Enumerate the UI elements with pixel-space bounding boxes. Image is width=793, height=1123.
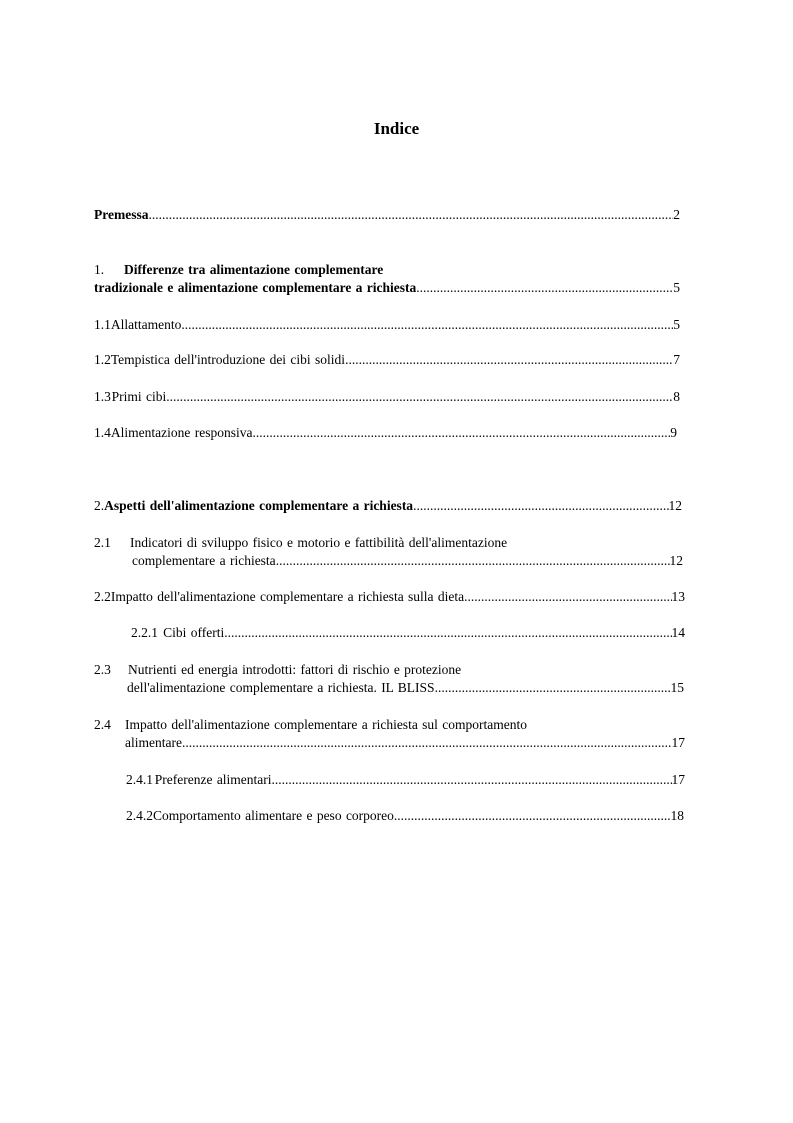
toc-leader-dots — [181, 317, 673, 333]
toc-label: Comportamento alimentare e peso corporeo — [153, 808, 394, 823]
toc-entry-premessa[interactable] — [94, 207, 680, 223]
page-title: Indice — [373, 119, 420, 138]
toc-entry-2-4-2[interactable] — [126, 808, 684, 824]
toc-label: Preferenze alimentari — [154, 772, 272, 787]
toc-page-number: 7 — [673, 352, 680, 367]
toc-label: Tempistica dell'introduzione dei cibi solidi — [110, 352, 346, 367]
toc-label: Differenze tra alimentazione complementare — [124, 262, 384, 277]
toc-label: alimentare — [125, 735, 182, 750]
toc-label: Alimentazione responsiva — [110, 425, 253, 440]
toc-number: 2. — [94, 498, 105, 513]
toc-number: 2.3 — [94, 662, 111, 677]
toc-entry-chapter-2[interactable] — [94, 498, 682, 514]
toc-entry-2-1-line2[interactable] — [132, 553, 683, 569]
toc-number: 2.2.1 — [131, 625, 158, 640]
toc-page-number: 14 — [671, 625, 685, 640]
toc-entry-1-3[interactable] — [94, 389, 680, 405]
toc-page-number: 18 — [670, 808, 684, 823]
toc-entry-2-4-line1[interactable] — [94, 717, 527, 733]
toc-leader-dots — [182, 735, 672, 751]
toc-page-number: 8 — [673, 389, 680, 404]
toc-label: complementare a richiesta — [132, 553, 276, 568]
toc-entry-1-4[interactable] — [94, 425, 677, 441]
toc-page-number: 17 — [671, 735, 685, 750]
toc-page-number: 5 — [673, 280, 680, 295]
toc-label: Primi cibi — [111, 389, 167, 404]
toc-page-number: 13 — [671, 589, 685, 604]
toc-leader-dots — [166, 389, 673, 405]
toc-number: 2.4.1 — [126, 772, 153, 787]
toc-leader-dots — [435, 680, 671, 696]
toc-number: 1.4 — [94, 425, 111, 440]
toc-number: 2.1 — [94, 535, 111, 550]
toc-page-number: 12 — [669, 553, 683, 568]
toc-page-number: 5 — [673, 317, 680, 332]
toc-leader-dots — [413, 498, 668, 514]
toc-leader-dots — [224, 625, 671, 641]
toc-entry-2-2-1[interactable] — [131, 625, 685, 641]
toc-page-number: 9 — [670, 425, 677, 440]
toc-leader-dots — [416, 280, 673, 296]
toc-entry-2-3-line2[interactable] — [127, 680, 684, 696]
toc-page-number: 15 — [670, 680, 684, 695]
toc-label: Premessa — [94, 207, 149, 222]
toc-leader-dots — [464, 589, 671, 605]
toc-entry-chapter-1-line1[interactable] — [94, 262, 383, 278]
toc-label: Impatto dell'alimentazione complementare a richiesta sulla dieta — [110, 589, 465, 604]
toc-number: 2.4 — [94, 717, 111, 732]
toc-label: Allattamento — [110, 317, 182, 332]
toc-number: 1.1 — [94, 317, 111, 332]
toc-page-number: 12 — [668, 498, 682, 513]
toc-entry-chapter-1-line2[interactable] — [94, 280, 680, 296]
toc-number: 1. — [94, 262, 105, 277]
toc-entry-2-4-line2[interactable] — [125, 735, 685, 751]
toc-page-number: 2 — [673, 207, 680, 222]
toc-number: 1.3 — [94, 389, 111, 404]
toc-entry-2-1-line1[interactable] — [94, 535, 507, 551]
toc-entry-2-2[interactable] — [94, 589, 685, 605]
toc-leader-dots — [276, 553, 670, 569]
toc-entry-1-1[interactable] — [94, 317, 680, 333]
toc-label: Impatto dell'alimentazione complementare a richiesta sul comportamento — [125, 717, 528, 732]
toc-label: Indicatori di sviluppo fisico e motorio e fattibilità dell'alimentazione — [130, 535, 508, 550]
toc-label: Cibi offerti — [163, 625, 225, 640]
toc-leader-dots — [148, 207, 673, 223]
toc-label: dell'alimentazione complementare a richiesta. IL BLISS — [127, 680, 435, 695]
toc-number: 2.2 — [94, 589, 111, 604]
toc-leader-dots — [252, 425, 670, 441]
toc-leader-dots — [272, 772, 672, 788]
toc-label: Aspetti dell'alimentazione complementare a richiesta — [104, 498, 414, 513]
toc-entry-2-3-line1[interactable] — [94, 662, 461, 678]
toc-page-number: 17 — [671, 772, 685, 787]
toc-number: 2.4.2 — [126, 808, 153, 823]
toc-number: 1.2 — [94, 352, 111, 367]
toc-leader-dots — [394, 808, 671, 824]
toc-entry-1-2[interactable] — [94, 352, 680, 368]
toc-label: Nutrienti ed energia introdotti: fattori di rischio e protezione — [128, 662, 462, 677]
toc-label: tradizionale e alimentazione complementare a richiesta — [94, 280, 417, 295]
toc-leader-dots — [345, 352, 673, 368]
toc-entry-2-4-1[interactable] — [126, 772, 685, 788]
